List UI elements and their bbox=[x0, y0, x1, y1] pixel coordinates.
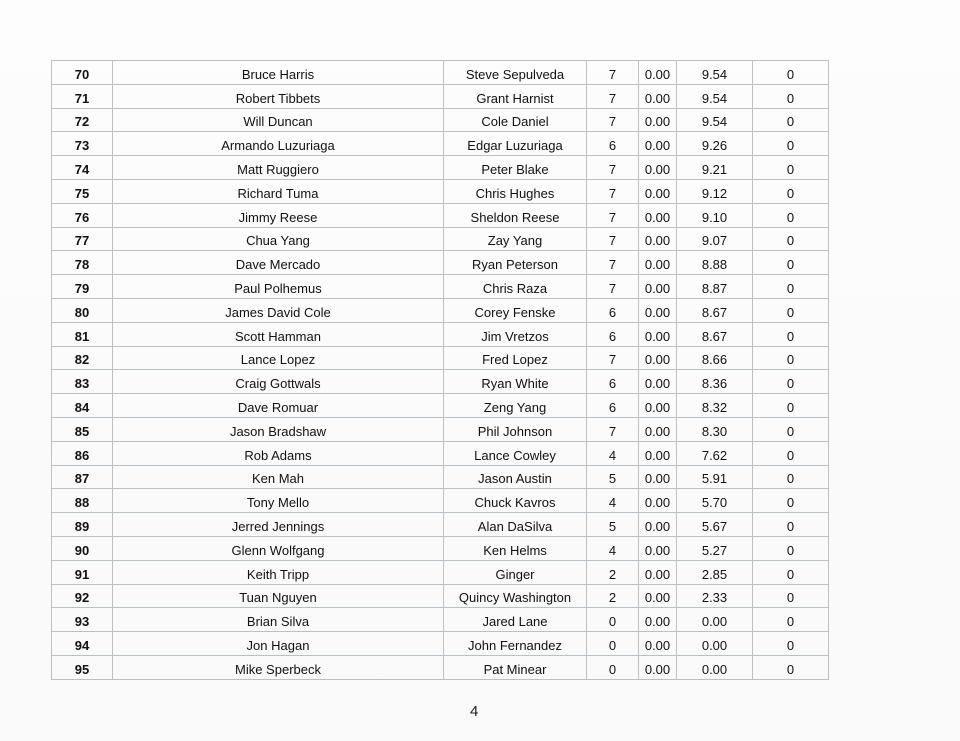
player-name-cell: Tony Mello bbox=[113, 489, 444, 513]
stat-cell-3: 8.88 bbox=[677, 251, 753, 275]
stat-cell-2: 0.00 bbox=[639, 441, 677, 465]
table-row bbox=[52, 536, 829, 560]
table-row bbox=[52, 298, 829, 322]
stat-cell-1: 7 bbox=[587, 84, 639, 108]
rank-cell: 78 bbox=[52, 251, 113, 275]
table-row bbox=[52, 513, 829, 537]
stat-cell-3: 8.67 bbox=[677, 298, 753, 322]
player-name-cell: Craig Gottwals bbox=[113, 370, 444, 394]
partner-name-cell: Peter Blake bbox=[444, 156, 587, 180]
player-name-cell: Jason Bradshaw bbox=[113, 417, 444, 441]
rank-cell: 88 bbox=[52, 489, 113, 513]
table-row bbox=[52, 632, 829, 656]
stat-cell-2: 0.00 bbox=[639, 608, 677, 632]
stat-cell-4: 0 bbox=[753, 132, 829, 156]
player-name-cell: Scott Hamman bbox=[113, 322, 444, 346]
rank-cell: 89 bbox=[52, 513, 113, 537]
partner-name-cell: Fred Lopez bbox=[444, 346, 587, 370]
stat-cell-3: 9.12 bbox=[677, 179, 753, 203]
player-name-cell: Ken Mah bbox=[113, 465, 444, 489]
stat-cell-4: 0 bbox=[753, 441, 829, 465]
stat-cell-2: 0.00 bbox=[639, 346, 677, 370]
rank-cell: 95 bbox=[52, 655, 113, 679]
stat-cell-1: 7 bbox=[587, 61, 639, 85]
table-row bbox=[52, 108, 829, 132]
stat-cell-4: 0 bbox=[753, 465, 829, 489]
stat-cell-2: 0.00 bbox=[639, 203, 677, 227]
stat-cell-2: 0.00 bbox=[639, 108, 677, 132]
table-row bbox=[52, 489, 829, 513]
stat-cell-2: 0.00 bbox=[639, 298, 677, 322]
player-name-cell: Jimmy Reese bbox=[113, 203, 444, 227]
rank-cell: 73 bbox=[52, 132, 113, 156]
player-name-cell: Rob Adams bbox=[113, 441, 444, 465]
stat-cell-4: 0 bbox=[753, 298, 829, 322]
table-row bbox=[52, 179, 829, 203]
rank-cell: 82 bbox=[52, 346, 113, 370]
stat-cell-1: 4 bbox=[587, 536, 639, 560]
player-name-cell: Jerred Jennings bbox=[113, 513, 444, 537]
stat-cell-3: 0.00 bbox=[677, 655, 753, 679]
table-row bbox=[52, 560, 829, 584]
rank-cell: 93 bbox=[52, 608, 113, 632]
stat-cell-2: 0.00 bbox=[639, 394, 677, 418]
player-name-cell: Armando Luzuriaga bbox=[113, 132, 444, 156]
player-name-cell: Robert Tibbets bbox=[113, 84, 444, 108]
stat-cell-2: 0.00 bbox=[639, 61, 677, 85]
player-name-cell: Paul Polhemus bbox=[113, 275, 444, 299]
stat-cell-4: 0 bbox=[753, 275, 829, 299]
partner-name-cell: Jason Austin bbox=[444, 465, 587, 489]
table-row bbox=[52, 84, 829, 108]
table-row bbox=[52, 465, 829, 489]
stat-cell-3: 2.85 bbox=[677, 560, 753, 584]
stat-cell-1: 6 bbox=[587, 298, 639, 322]
stat-cell-4: 0 bbox=[753, 179, 829, 203]
stat-cell-1: 7 bbox=[587, 251, 639, 275]
stat-cell-2: 0.00 bbox=[639, 584, 677, 608]
rank-cell: 87 bbox=[52, 465, 113, 489]
stat-cell-1: 7 bbox=[587, 227, 639, 251]
stat-cell-1: 2 bbox=[587, 584, 639, 608]
table-row bbox=[52, 275, 829, 299]
rank-cell: 81 bbox=[52, 322, 113, 346]
partner-name-cell: Chris Raza bbox=[444, 275, 587, 299]
partner-name-cell: Zay Yang bbox=[444, 227, 587, 251]
table-row bbox=[52, 203, 829, 227]
partner-name-cell: Edgar Luzuriaga bbox=[444, 132, 587, 156]
partner-name-cell: Corey Fenske bbox=[444, 298, 587, 322]
partner-name-cell: Jared Lane bbox=[444, 608, 587, 632]
stat-cell-3: 0.00 bbox=[677, 632, 753, 656]
stat-cell-2: 0.00 bbox=[639, 227, 677, 251]
stat-cell-4: 0 bbox=[753, 370, 829, 394]
player-name-cell: Jon Hagan bbox=[113, 632, 444, 656]
player-name-cell: Keith Tripp bbox=[113, 560, 444, 584]
stat-cell-3: 5.67 bbox=[677, 513, 753, 537]
table-row bbox=[52, 370, 829, 394]
stat-cell-3: 5.91 bbox=[677, 465, 753, 489]
rank-cell: 70 bbox=[52, 61, 113, 85]
rank-cell: 90 bbox=[52, 536, 113, 560]
stat-cell-1: 7 bbox=[587, 156, 639, 180]
player-name-cell: Lance Lopez bbox=[113, 346, 444, 370]
player-name-cell: Richard Tuma bbox=[113, 179, 444, 203]
rank-cell: 85 bbox=[52, 417, 113, 441]
stat-cell-1: 4 bbox=[587, 441, 639, 465]
stat-cell-1: 7 bbox=[587, 108, 639, 132]
stat-cell-2: 0.00 bbox=[639, 655, 677, 679]
stat-cell-1: 7 bbox=[587, 203, 639, 227]
partner-name-cell: John Fernandez bbox=[444, 632, 587, 656]
partner-name-cell: Phil Johnson bbox=[444, 417, 587, 441]
partner-name-cell: Zeng Yang bbox=[444, 394, 587, 418]
stat-cell-3: 5.27 bbox=[677, 536, 753, 560]
player-name-cell: James David Cole bbox=[113, 298, 444, 322]
table-row bbox=[52, 322, 829, 346]
partner-name-cell: Grant Harnist bbox=[444, 84, 587, 108]
partner-name-cell: Lance Cowley bbox=[444, 441, 587, 465]
stat-cell-2: 0.00 bbox=[639, 132, 677, 156]
stat-cell-4: 0 bbox=[753, 608, 829, 632]
stat-cell-1: 6 bbox=[587, 322, 639, 346]
stat-cell-1: 5 bbox=[587, 465, 639, 489]
rank-cell: 83 bbox=[52, 370, 113, 394]
partner-name-cell: Ginger bbox=[444, 560, 587, 584]
table-row bbox=[52, 655, 829, 679]
stat-cell-1: 7 bbox=[587, 275, 639, 299]
stat-cell-4: 0 bbox=[753, 322, 829, 346]
stat-cell-1: 7 bbox=[587, 346, 639, 370]
player-name-cell: Brian Silva bbox=[113, 608, 444, 632]
table-row bbox=[52, 251, 829, 275]
standings-table bbox=[51, 60, 829, 680]
stat-cell-4: 0 bbox=[753, 227, 829, 251]
partner-name-cell: Chris Hughes bbox=[444, 179, 587, 203]
stat-cell-4: 0 bbox=[753, 156, 829, 180]
rank-cell: 80 bbox=[52, 298, 113, 322]
stat-cell-4: 0 bbox=[753, 489, 829, 513]
stat-cell-3: 8.30 bbox=[677, 417, 753, 441]
stat-cell-2: 0.00 bbox=[639, 156, 677, 180]
stat-cell-1: 4 bbox=[587, 489, 639, 513]
rank-cell: 75 bbox=[52, 179, 113, 203]
table-row bbox=[52, 417, 829, 441]
stat-cell-1: 6 bbox=[587, 394, 639, 418]
stat-cell-2: 0.00 bbox=[639, 322, 677, 346]
stat-cell-2: 0.00 bbox=[639, 370, 677, 394]
stat-cell-2: 0.00 bbox=[639, 489, 677, 513]
stat-cell-3: 8.67 bbox=[677, 322, 753, 346]
rank-cell: 79 bbox=[52, 275, 113, 299]
stat-cell-2: 0.00 bbox=[639, 465, 677, 489]
rank-cell: 72 bbox=[52, 108, 113, 132]
stat-cell-1: 0 bbox=[587, 655, 639, 679]
stat-cell-1: 0 bbox=[587, 608, 639, 632]
player-name-cell: Dave Mercado bbox=[113, 251, 444, 275]
stat-cell-2: 0.00 bbox=[639, 536, 677, 560]
stat-cell-3: 9.26 bbox=[677, 132, 753, 156]
table-row bbox=[52, 227, 829, 251]
rank-cell: 76 bbox=[52, 203, 113, 227]
stat-cell-4: 0 bbox=[753, 394, 829, 418]
stat-cell-2: 0.00 bbox=[639, 179, 677, 203]
stat-cell-1: 7 bbox=[587, 179, 639, 203]
rank-cell: 74 bbox=[52, 156, 113, 180]
stat-cell-4: 0 bbox=[753, 61, 829, 85]
table-row bbox=[52, 441, 829, 465]
stat-cell-1: 5 bbox=[587, 513, 639, 537]
partner-name-cell: Steve Sepulveda bbox=[444, 61, 587, 85]
stat-cell-3: 9.54 bbox=[677, 108, 753, 132]
stat-cell-2: 0.00 bbox=[639, 513, 677, 537]
stat-cell-2: 0.00 bbox=[639, 560, 677, 584]
player-name-cell: Tuan Nguyen bbox=[113, 584, 444, 608]
stat-cell-1: 2 bbox=[587, 560, 639, 584]
stat-cell-1: 0 bbox=[587, 632, 639, 656]
rank-cell: 77 bbox=[52, 227, 113, 251]
stat-cell-4: 0 bbox=[753, 251, 829, 275]
partner-name-cell: Quincy Washington bbox=[444, 584, 587, 608]
rank-cell: 91 bbox=[52, 560, 113, 584]
stat-cell-3: 9.07 bbox=[677, 227, 753, 251]
stat-cell-3: 8.36 bbox=[677, 370, 753, 394]
rank-cell: 71 bbox=[52, 84, 113, 108]
stat-cell-2: 0.00 bbox=[639, 84, 677, 108]
stat-cell-3: 8.87 bbox=[677, 275, 753, 299]
player-name-cell: Matt Ruggiero bbox=[113, 156, 444, 180]
stat-cell-4: 0 bbox=[753, 632, 829, 656]
table-row bbox=[52, 132, 829, 156]
rank-cell: 86 bbox=[52, 441, 113, 465]
stat-cell-4: 0 bbox=[753, 536, 829, 560]
stat-cell-1: 6 bbox=[587, 132, 639, 156]
rank-cell: 94 bbox=[52, 632, 113, 656]
stat-cell-3: 8.32 bbox=[677, 394, 753, 418]
stat-cell-4: 0 bbox=[753, 560, 829, 584]
stat-cell-1: 6 bbox=[587, 370, 639, 394]
table-row bbox=[52, 608, 829, 632]
stat-cell-4: 0 bbox=[753, 203, 829, 227]
stat-cell-2: 0.00 bbox=[639, 251, 677, 275]
rank-cell: 92 bbox=[52, 584, 113, 608]
stat-cell-1: 7 bbox=[587, 417, 639, 441]
table-row bbox=[52, 394, 829, 418]
standings-body bbox=[52, 61, 829, 680]
stat-cell-3: 0.00 bbox=[677, 608, 753, 632]
player-name-cell: Chua Yang bbox=[113, 227, 444, 251]
player-name-cell: Mike Sperbeck bbox=[113, 655, 444, 679]
stat-cell-3: 9.54 bbox=[677, 84, 753, 108]
stat-cell-3: 8.66 bbox=[677, 346, 753, 370]
stat-cell-3: 2.33 bbox=[677, 584, 753, 608]
stat-cell-4: 0 bbox=[753, 513, 829, 537]
player-name-cell: Bruce Harris bbox=[113, 61, 444, 85]
stat-cell-4: 0 bbox=[753, 584, 829, 608]
stat-cell-4: 0 bbox=[753, 655, 829, 679]
partner-name-cell: Pat Minear bbox=[444, 655, 587, 679]
table-row bbox=[52, 346, 829, 370]
table-row bbox=[52, 584, 829, 608]
stat-cell-3: 9.21 bbox=[677, 156, 753, 180]
partner-name-cell: Jim Vretzos bbox=[444, 322, 587, 346]
table-row bbox=[52, 156, 829, 180]
stat-cell-4: 0 bbox=[753, 108, 829, 132]
stat-cell-3: 7.62 bbox=[677, 441, 753, 465]
stat-cell-3: 5.70 bbox=[677, 489, 753, 513]
partner-name-cell: Chuck Kavros bbox=[444, 489, 587, 513]
stat-cell-2: 0.00 bbox=[639, 275, 677, 299]
stat-cell-2: 0.00 bbox=[639, 632, 677, 656]
partner-name-cell: Ken Helms bbox=[444, 536, 587, 560]
player-name-cell: Glenn Wolfgang bbox=[113, 536, 444, 560]
partner-name-cell: Ryan White bbox=[444, 370, 587, 394]
stat-cell-4: 0 bbox=[753, 84, 829, 108]
partner-name-cell: Sheldon Reese bbox=[444, 203, 587, 227]
stat-cell-4: 0 bbox=[753, 346, 829, 370]
stat-cell-3: 9.10 bbox=[677, 203, 753, 227]
player-name-cell: Dave Romuar bbox=[113, 394, 444, 418]
partner-name-cell: Cole Daniel bbox=[444, 108, 587, 132]
player-name-cell: Will Duncan bbox=[113, 108, 444, 132]
table-row bbox=[52, 61, 829, 85]
rank-cell: 84 bbox=[52, 394, 113, 418]
partner-name-cell: Ryan Peterson bbox=[444, 251, 587, 275]
page-number: 4 bbox=[470, 703, 479, 720]
stat-cell-2: 0.00 bbox=[639, 417, 677, 441]
stat-cell-3: 9.54 bbox=[677, 61, 753, 85]
partner-name-cell: Alan DaSilva bbox=[444, 513, 587, 537]
stat-cell-4: 0 bbox=[753, 417, 829, 441]
